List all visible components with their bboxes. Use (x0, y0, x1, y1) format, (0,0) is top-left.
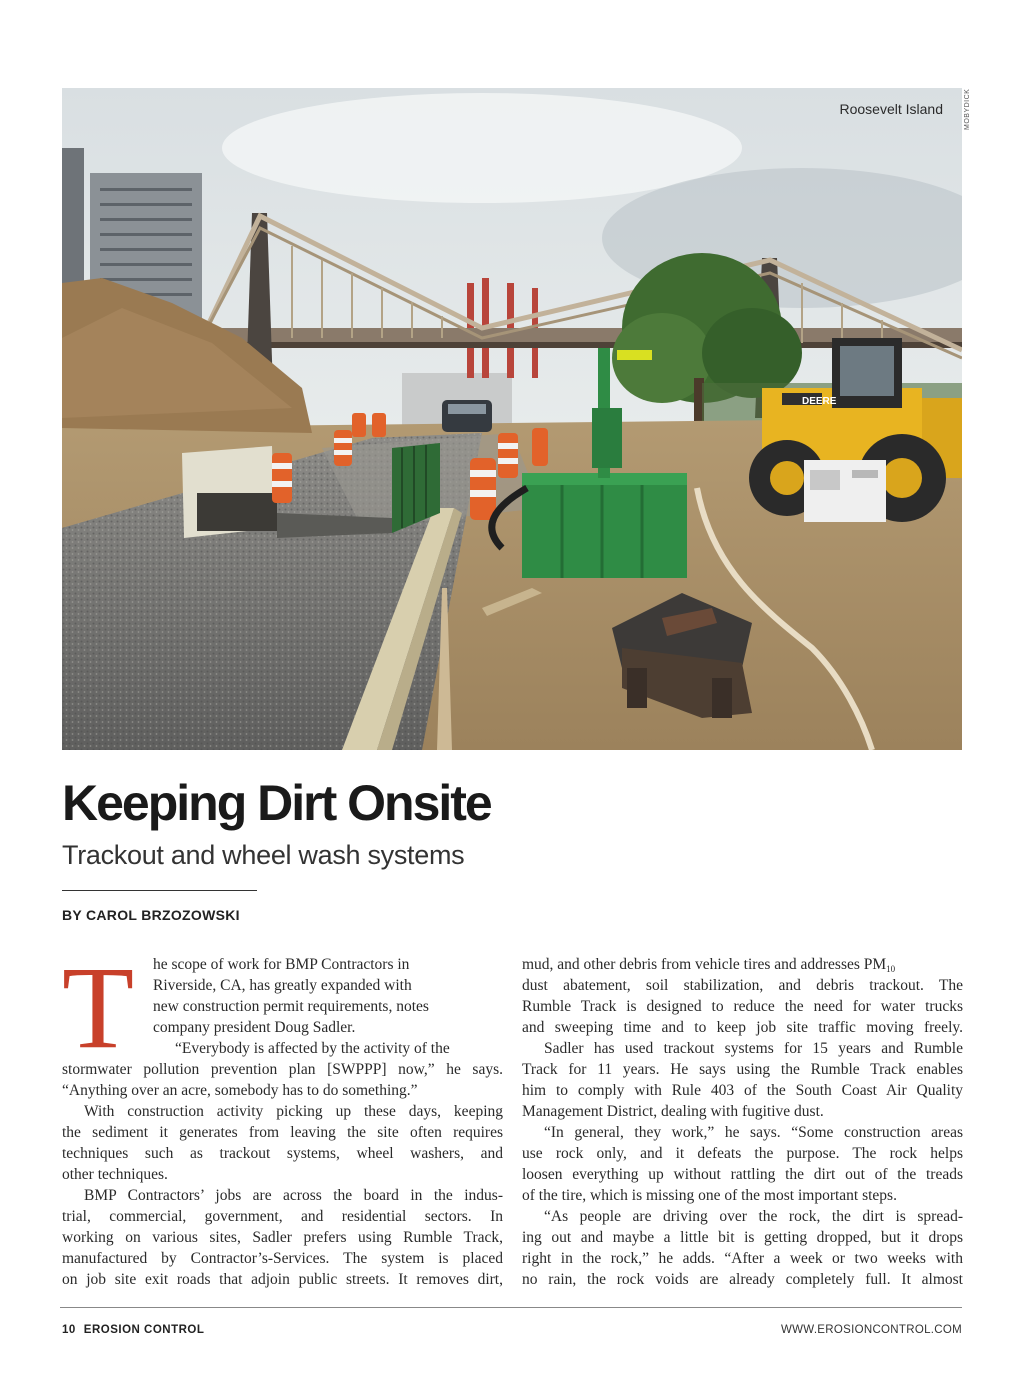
body-line: and sweeping time and to keep job site traffic moving freely. (522, 1019, 963, 1036)
loader-brand-text: DEERE (802, 396, 837, 407)
body-line: BMP Contractors’ jobs are across the board in the indus- (84, 1187, 503, 1204)
body-line: ing out and maybe a little bit is getting dropped, but it drops (522, 1229, 963, 1246)
body-line: manufactured by Contractor’s-Services. The system is placed (62, 1250, 503, 1267)
body-line: Rumble Track is designed to reduce the need for water trucks (522, 998, 963, 1015)
headline: Keeping Dirt Onsite (62, 775, 491, 831)
body-line: “In general, they work,” he says. “Some construction areas (544, 1124, 963, 1141)
pm-subscript: 10 (886, 964, 896, 974)
photo-credit: MOBYDICK (964, 88, 971, 130)
body-line: Management District, dealing with fugitive dust. (522, 1103, 824, 1120)
body-line: of the tire, which is missing one of the most important steps. (522, 1187, 897, 1204)
body-line: use rock only, and it defeats the purpose. The rock helps (522, 1145, 963, 1162)
body-line: Track for 11 years. He says using the Rumble Track enables (522, 1061, 963, 1078)
footer-divider (60, 1307, 962, 1308)
construction-site-illustration (62, 88, 962, 750)
body-line: “Everybody is affected by the activity of the (175, 1040, 450, 1057)
body-line: techniques such as trackout systems, wheel washers, and (62, 1145, 503, 1162)
page-number: 10 (62, 1324, 76, 1336)
body-line: him to comply with Rule 403 of the South Coast Air Quality (522, 1082, 963, 1099)
body-line: he scope of work for BMP Contractors in (153, 956, 410, 973)
body-line: new construction permit requirements, notes (153, 998, 429, 1015)
body-line: the sediment it generates from leaving the site often requires (62, 1124, 503, 1141)
byline: BY CAROL BRZOZOWSKI (62, 907, 240, 923)
body-line: Riverside, CA, has greatly expanded with (153, 977, 412, 994)
body-line: With construction activity picking up these days, keeping (84, 1103, 503, 1120)
body-line: trial, commercial, government, and residential sectors. In (62, 1208, 503, 1225)
body-line: other techniques. (62, 1166, 168, 1183)
body-line-pm (522, 954, 963, 975)
body-column-left (62, 942, 503, 1290)
body-line: Sadler has used trackout systems for 15 years and Rumble (544, 1040, 963, 1057)
photo-caption: Roosevelt Island (839, 101, 943, 117)
body-line: right in the rock,” he adds. “After a week or two weeks with (522, 1250, 963, 1267)
headline-divider (62, 890, 257, 891)
body-line: “Anything over an acre, somebody has to do something.” (62, 1082, 418, 1099)
body-line-text: mud, and other debris from vehicle tires and addresses PM (522, 956, 887, 973)
deck-subtitle: Trackout and wheel wash systems (62, 840, 465, 870)
body-line: no rain, the rock voids are already completely full. It almost (522, 1271, 963, 1288)
drop-cap: T (62, 942, 135, 1073)
footer-folio (62, 1324, 204, 1336)
body-line: stormwater pollution prevention plan [SWPPP] now,” he says. (62, 1061, 503, 1078)
footer-website: WWW.EROSIONCONTROL.COM (780, 1324, 962, 1336)
body-line: “As people are driving over the rock, the dirt is spread- (544, 1208, 963, 1225)
magazine-name: EROSION CONTROL (83, 1324, 205, 1336)
body-line: loosen everything up without rattling the dirt out of the treads (522, 1166, 963, 1183)
body-line: on job site exit roads that adjoin public streets. It removes dirt, (62, 1271, 503, 1288)
feature-photo (62, 88, 962, 750)
body-line: working on various sites, Sadler prefers using Rumble Track, (62, 1229, 503, 1246)
body-line: dust abatement, soil stabilization, and debris trackout. The (522, 977, 963, 994)
body-column-right (522, 954, 963, 1290)
body-line: company president Doug Sadler. (153, 1019, 356, 1036)
